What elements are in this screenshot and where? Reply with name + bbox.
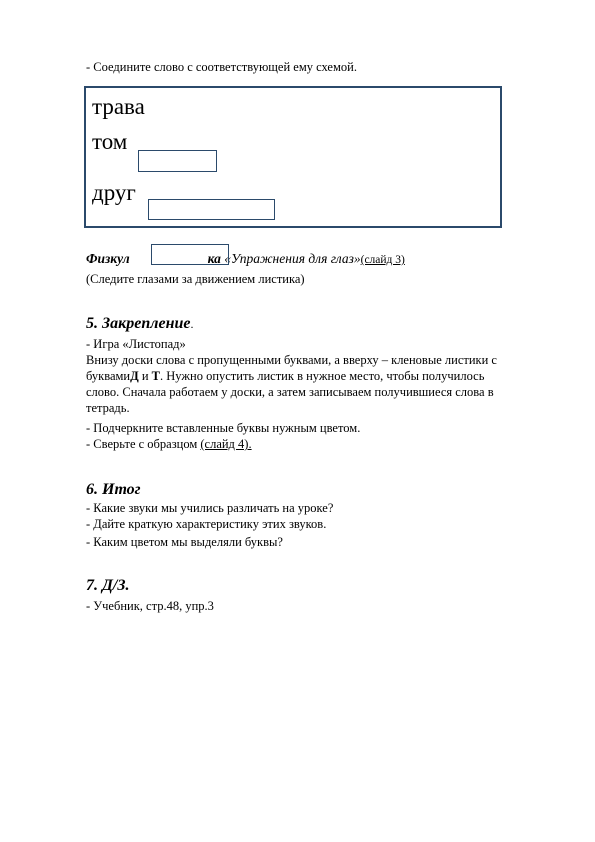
instruction-text: - Соедините слово с соответствующей ему схемой. — [86, 60, 357, 74]
word-drug: друг — [92, 180, 136, 205]
section-6-heading: 6. Итог — [86, 481, 141, 498]
summary-line-1: - Какие звуки мы учились различать на уроке? — [86, 501, 334, 515]
physical-title-end: ка — [207, 251, 221, 266]
homework-line: - Учебник, стр.48, упр.3 — [86, 599, 214, 613]
para-2-and: и — [138, 369, 152, 383]
para-line-4: тетрадь. — [86, 401, 130, 415]
matching-exercise-frame — [84, 86, 502, 228]
word-scheme-1 — [138, 150, 217, 172]
letter-t: Т — [151, 369, 160, 383]
summary-line-3: - Каким цветом мы выделяли буквы? — [86, 535, 283, 549]
word-scheme-2 — [148, 199, 275, 220]
para-2-start: буквами — [86, 369, 131, 383]
para-line-2 — [86, 368, 500, 384]
section-5-dot: . — [190, 317, 194, 331]
physical-title-start: Физкул — [86, 251, 130, 266]
summary-line-2: - Дайте краткую характеристику этих звуков. — [86, 517, 327, 531]
para-line-1: Внизу доски слова с пропущенными буквами, а вверху – кленовые листики с — [86, 353, 497, 367]
para-line-3: слово. Сначала работаем у доски, а затем записываем получившиеся слова в — [86, 385, 494, 399]
slide-4-link[interactable]: (слайд 4). — [200, 437, 252, 451]
overlay-scheme-box — [151, 244, 229, 265]
check-line — [86, 437, 252, 452]
physical-exercise-name: «Упражнения для глаз» — [224, 251, 361, 266]
slide-3-link[interactable]: (слайд 3) — [360, 254, 405, 266]
para-2-end: . Нужно опустить листик в нужное место, чтобы получилось — [160, 369, 485, 383]
word-tom: том — [92, 129, 128, 154]
check-text: - Сверьте с образцом — [86, 437, 201, 451]
letter-d: Д — [130, 369, 139, 383]
word-trava: трава — [92, 94, 145, 119]
underline-task: - Подчеркните вставленные буквы нужным цветом. — [86, 421, 361, 435]
section-5-heading — [86, 315, 193, 333]
game-line: - Игра «Листопад» — [86, 337, 186, 351]
section-7-heading: 7. Д/З. — [86, 577, 130, 594]
physical-exercise-title — [86, 251, 405, 268]
section-5-title: 5. Закрепление — [86, 315, 191, 332]
physical-note: (Следите глазами за движением листика) — [86, 272, 305, 286]
